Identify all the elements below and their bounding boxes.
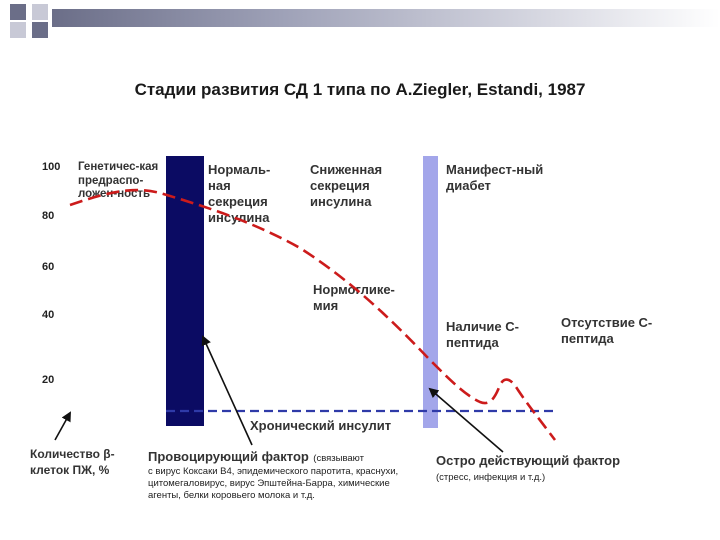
stage-normoglycemia-label: Нормоглике-мия [313,282,395,313]
y-axis-title: Количество β-клеток ПЖ, % [30,447,115,477]
stage-manifest-label: Манифест-ный диабет [446,162,544,193]
y-tick: 20 [42,374,55,386]
stage-genetic-label: Генетичес-кая предраспо-ложен-ность [78,161,159,200]
chronic-insulitis-label: Хронический инсулит [250,418,392,433]
triggering-factor-note: с вирус Коксаки В4, эпидемического паротита, краснухи, цитомегаловирус, вирус Эпштейна-Барра, химические агенты, белки коровьего молока и т.д. [148,466,399,501]
acute-factor-title: Остро действующий фактор [436,453,621,468]
beta-cell-curve [70,190,555,440]
slide-title: Стадии развития СД 1 типа по A.Ziegler, Estandi, 1987 [134,80,586,99]
acute-factor-note: (стресс, инфекция и т.д.) [436,472,546,483]
y-tick: 80 [42,210,55,222]
triggering-arrow [203,337,252,445]
stage-normal-secretion-label: Нормаль-ная секреция инсулина [208,162,271,225]
triggering-factor-title: Провоцирующий фактор [148,449,309,464]
c-peptide-absent-label: Отсутствие С-пептида [561,315,653,346]
c-peptide-present-label: Наличие С-пептида [446,319,519,350]
stage-reduced-secretion-label: Сниженная секреция инсулина [310,162,383,209]
y-tick: 60 [42,261,55,273]
y-axis-arrow [55,413,70,440]
triggering-factor-note-open: (связывают [313,453,364,464]
y-tick: 100 [42,161,61,173]
y-tick: 40 [42,309,55,321]
